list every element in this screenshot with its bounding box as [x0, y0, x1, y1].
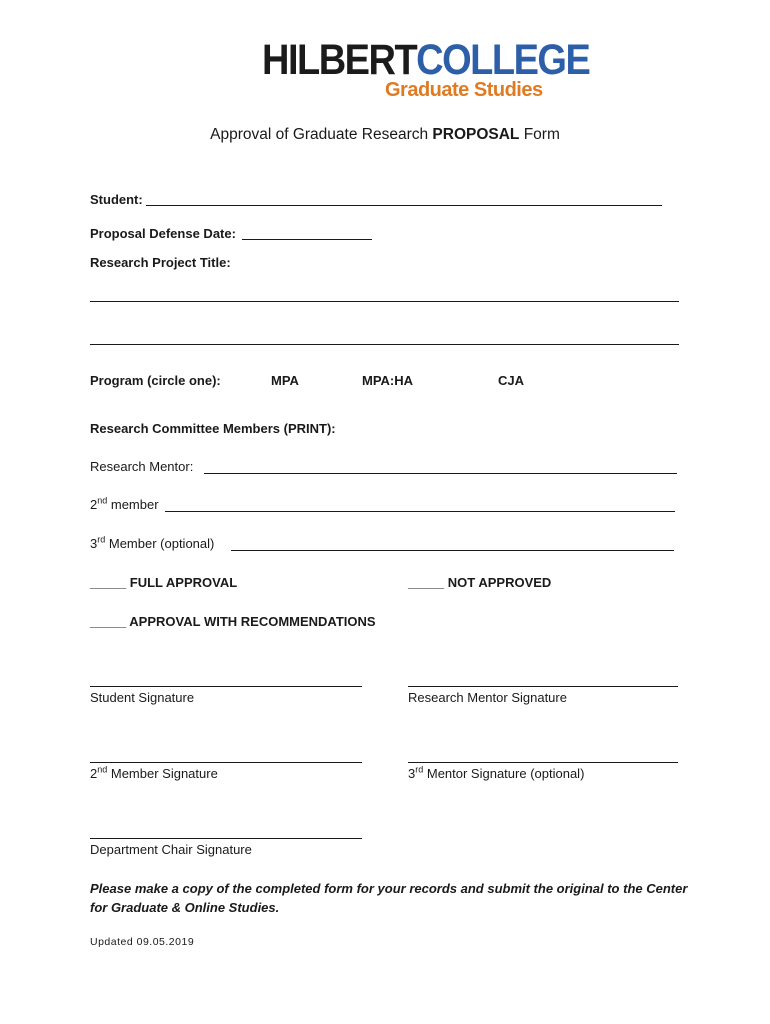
second-member-signature-label: 2nd Member Signature: [90, 764, 218, 781]
defense-date-label: Proposal Defense Date:: [90, 226, 236, 241]
program-option-mpa-ha[interactable]: MPA:HA: [362, 373, 414, 388]
project-title-label: Research Project Title:: [90, 255, 231, 270]
student-signature-label: Student Signature: [90, 690, 195, 705]
updated-date: Updated 09.05.2019: [90, 936, 195, 948]
committee-heading: Research Committee Members (PRINT):: [90, 421, 336, 436]
form-title: Approval of Graduate Research PROPOSAL Form: [210, 126, 560, 143]
student-field[interactable]: [146, 205, 662, 206]
third-member-label: 3rd Member (optional): [90, 534, 215, 551]
student-label: Student:: [90, 192, 143, 207]
mentor-label: Research Mentor:: [90, 459, 194, 474]
mentor-signature-line[interactable]: [408, 686, 678, 687]
college-logo: [262, 36, 589, 85]
mentor-field[interactable]: [204, 473, 677, 474]
program-label: Program (circle one):: [90, 373, 221, 388]
department-chair-signature-label: Department Chair Signature: [90, 842, 252, 857]
program-option-cja[interactable]: CJA: [498, 373, 525, 388]
logo-hilbert-text: HILBERT: [262, 37, 417, 85]
submission-note: Please make a copy of the completed form for your records and submit the original to the Center for Graduate & Online Studies.: [90, 881, 688, 915]
full-approval-option[interactable]: _____ FULL APPROVAL: [90, 575, 238, 590]
mentor-signature-label: Research Mentor Signature: [408, 690, 567, 705]
student-signature-line[interactable]: [90, 686, 362, 687]
logo-college-text: COLLEGE: [416, 37, 590, 85]
third-member-field[interactable]: [231, 550, 674, 551]
approval-with-recommendations-option[interactable]: _____ APPROVAL WITH RECOMMENDATIONS: [90, 614, 376, 629]
defense-date-field[interactable]: [242, 239, 372, 240]
department-chair-signature-line[interactable]: [90, 838, 362, 839]
program-option-mpa[interactable]: MPA: [271, 373, 299, 388]
second-member-signature-line[interactable]: [90, 762, 362, 763]
second-member-field[interactable]: [165, 511, 675, 512]
third-mentor-signature-line[interactable]: [408, 762, 678, 763]
not-approved-option[interactable]: _____ NOT APPROVED: [408, 575, 552, 590]
third-mentor-signature-label: 3rd Mentor Signature (optional): [408, 764, 585, 781]
project-title-field-2[interactable]: [90, 344, 679, 345]
project-title-field-1[interactable]: [90, 301, 679, 302]
logo-subtitle: Graduate Studies: [385, 79, 543, 101]
second-member-label: 2nd member: [90, 495, 159, 512]
